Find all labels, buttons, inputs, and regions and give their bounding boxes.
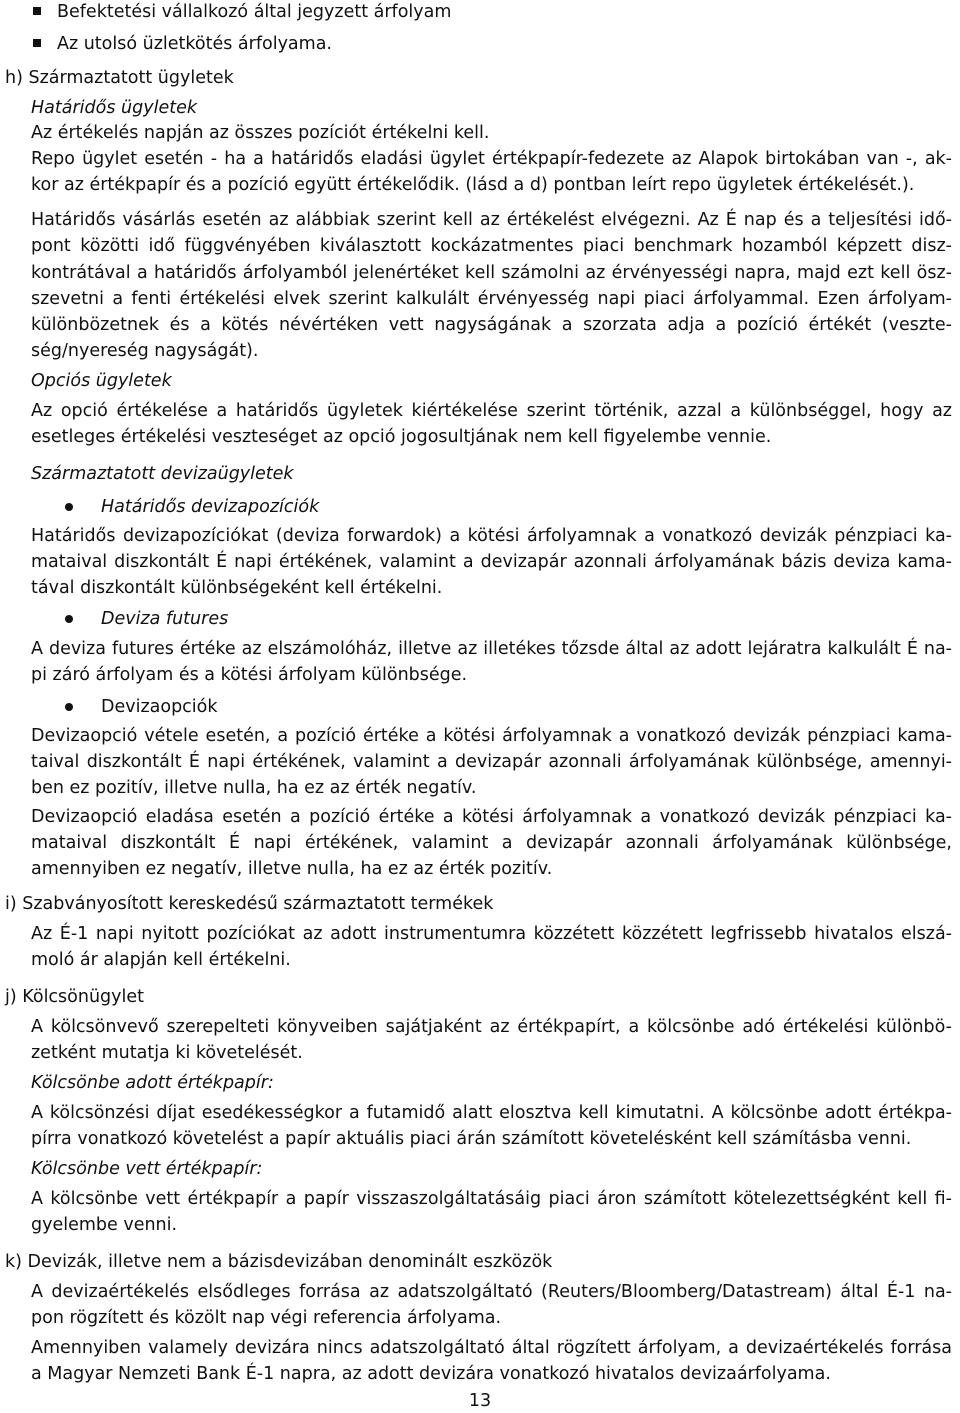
- paragraph-line: Határidős vásárlás esetén az alábbiak szerint kell az értékelést elvégezni. Az É nap és a teljesítési idő-: [31, 210, 952, 230]
- paragraph-line: Az É-1 napi nyitott pozíciókat az adott instrumentumra közzétett közzétett legfrissebb hivatalos elszá-: [31, 924, 952, 944]
- paragraph-line: pírra vonatkozó követelést a papír aktuális piaci árán számított követelésként kell számításba venni.: [31, 1129, 912, 1149]
- square-bullet-icon: [33, 7, 41, 15]
- subheading-hataridos-ugyletek: Határidős ügyletek: [31, 98, 197, 118]
- list-item: Az utolsó üzletkötés árfolyama.: [57, 34, 332, 54]
- paragraph-line: gyelembe venni.: [31, 1215, 178, 1235]
- paragraph-line: A kölcsönbe vett értékpapír a papír visszaszolgáltatásáig piaci áron számított kötelezettségként kell fi-: [31, 1189, 952, 1209]
- section-heading-k: k) Devizák, illetve nem a bázisdevizában denominált eszközök: [5, 1252, 553, 1272]
- paragraph-line: taival diszkontált É napi értékének, valamint a devizapár azonnali árfolyamának különbsége, amennyi-: [31, 752, 952, 772]
- paragraph-line: moló ár alapján kell értékelni.: [31, 950, 291, 970]
- paragraph-line: ben ez pozitív, illetve nulla, ha ez az érték negatív.: [31, 778, 477, 798]
- subheading-kolcsonbe-vett: Kölcsönbe vett értékpapír:: [31, 1159, 263, 1179]
- bullet-title: Deviza futures: [101, 609, 229, 629]
- paragraph-line: kontrátával a határidős árfolyamból jelenértéket kell számolni az érvényességi napra, majd ezt kell ösz-: [31, 263, 952, 283]
- square-bullet-icon: [33, 39, 41, 47]
- paragraph-line: Határidős devizapozíciókat (deviza forwardok) a kötési árfolyamnak a vonatkozó devizák pénzpiaci ka-: [31, 526, 952, 546]
- round-bullet-icon: [65, 615, 73, 623]
- round-bullet-icon: [65, 503, 73, 511]
- paragraph-line: szevetni a fenti értékelési elvek szerint kalkulált érvényesség napi piaci árfolyammal. Ezen árfolyam-: [31, 289, 952, 309]
- list-item: Befektetési vállalkozó által jegyzett árfolyam: [57, 2, 452, 22]
- section-heading-h: h) Származtatott ügyletek: [5, 68, 234, 88]
- paragraph-line: Amennyiben valamely devizára nincs adatszolgáltató által rögzített árfolyam, a devizaértékelés forrása: [31, 1338, 952, 1358]
- paragraph-line: különbözetnek és a kötés névértéken vett nagyságának a szorzata adja a pozíció értékét (veszte-: [31, 315, 952, 335]
- paragraph-line: Devizaopció vétele esetén, a pozíció értéke a kötési árfolyamnak a vonatkozó devizák pénzpiaci kama-: [31, 726, 952, 746]
- paragraph-line: Az értékelés napján az összes pozíciót értékelni kell.: [31, 123, 490, 143]
- paragraph-line: A deviza futures értéke az elszámolóház, illetve az illetékes tőzsde által az adott lejáratra kalkulált É na-: [31, 639, 952, 659]
- paragraph-line: ség/nyereség nagyságát).: [31, 341, 259, 361]
- bullet-title: Devizaopciók: [101, 697, 218, 717]
- paragraph-line: pi záró árfolyam és a kötési árfolyam különbsége.: [31, 665, 468, 685]
- page-number: 13: [468, 1391, 492, 1411]
- paragraph-line: Repo ügylet esetén - ha a határidős eladási ügylet értékpapír-fedezete az Alapok birtokában van -, ak-: [31, 149, 952, 169]
- paragraph-line: esetleges értékelési veszteséget az opció jogosultjának nem kell figyelembe vennie.: [31, 427, 772, 447]
- paragraph-line: amennyiben ez negatív, illetve nulla, ha ez az érték pozitív.: [31, 859, 553, 879]
- paragraph-line: mataival diszkontált É napi értékének, valamint a devizapár azonnali árfolyamának bázis deviza kama-: [31, 552, 952, 572]
- paragraph-line: mataival diszkontált É napi értékének, valamint a devizapár azonnali árfolyamának különbsége,: [31, 833, 952, 853]
- section-heading-i: i) Szabványosított kereskedésű származtatott termékek: [5, 894, 494, 914]
- paragraph-line: a Magyar Nemzeti Bank É-1 napra, az adott devizára vonatkozó hivatalos devizaárfolyama.: [31, 1364, 831, 1384]
- subheading-opcios-ugyletek: Opciós ügyletek: [31, 371, 172, 391]
- paragraph-line: tával diszkontált különbségeként kell értékelni.: [31, 578, 443, 598]
- subheading-szarmaztatott-devizaugyletek: Származtatott devizaügyletek: [31, 464, 294, 484]
- subheading-kolcsonbe-adott: Kölcsönbe adott értékpapír:: [31, 1073, 274, 1093]
- paragraph-line: A devizaértékelés elsődleges forrása az adatszolgáltató (Reuters/Bloomberg/Datastream) által É-1 na-: [31, 1282, 952, 1302]
- bullet-title: Határidős devizapozíciók: [101, 497, 320, 517]
- paragraph-line: A kölcsönvevő szerepelteti könyveiben sajátjaként az értékpapírt, a kölcsönbe adó értékelési különbö-: [31, 1017, 952, 1037]
- paragraph-line: A kölcsönzési díjat esedékességkor a futamidő alatt elosztva kell kimutatni. A kölcsönbe adott értékpa-: [31, 1103, 952, 1123]
- paragraph-line: zetként mutatja ki követelését.: [31, 1043, 303, 1063]
- paragraph-line: pont közötti idő függvényében kiválasztott kockázatmentes piaci benchmark hozamból képzett disz-: [31, 236, 952, 256]
- round-bullet-icon: [65, 703, 73, 711]
- paragraph-line: kor az értékpapír és a pozíció együtt értékelődik. (lásd a d) pontban leírt repo ügyletek értékelését.).: [31, 175, 915, 195]
- paragraph-line: Devizaopció eladása esetén a pozíció értéke a kötési árfolyamnak a vonatkozó devizák pénzpiaci ka-: [31, 807, 952, 827]
- section-heading-j: j) Kölcsönügylet: [5, 987, 145, 1007]
- paragraph-line: pon rögzített és közölt nap végi referencia árfolyama.: [31, 1308, 502, 1328]
- paragraph-line: Az opció értékelése a határidős ügyletek kiértékelése szerint történik, azzal a különbséggel, hogy az: [31, 401, 952, 421]
